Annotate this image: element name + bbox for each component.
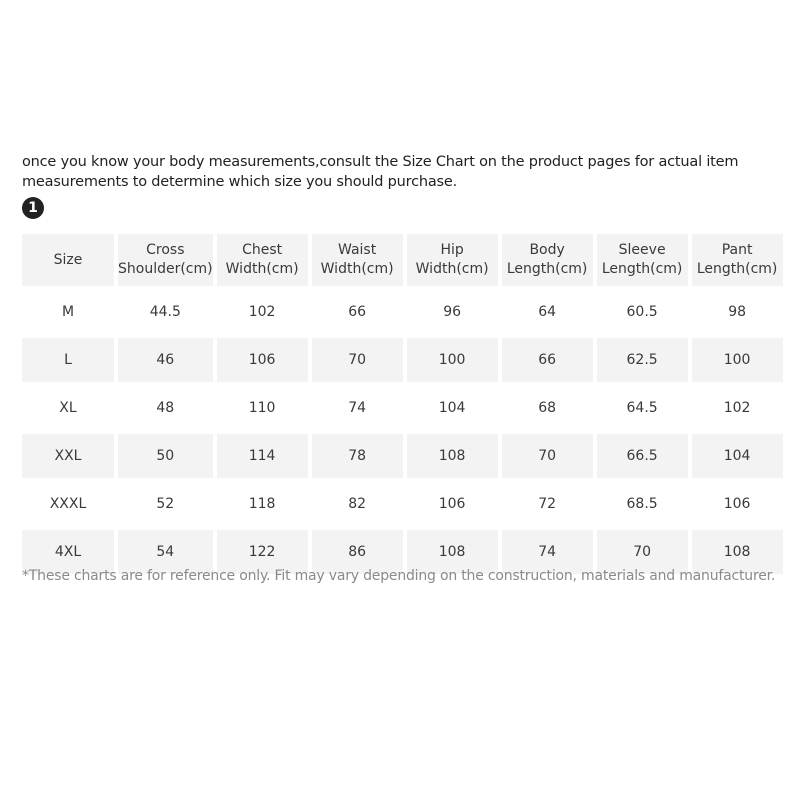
table-cell: 70 [502, 434, 593, 478]
table-cell: 106 [692, 482, 783, 526]
table-cell: 44.5 [118, 290, 213, 334]
table-cell: 82 [312, 482, 403, 526]
table-cell: 104 [407, 386, 498, 430]
size-cell: XXXL [22, 482, 114, 526]
table-cell: 50 [118, 434, 213, 478]
size-cell: XXL [22, 434, 114, 478]
table-cell: 106 [217, 338, 308, 382]
table-cell: 122 [217, 530, 308, 574]
table-cell: 100 [692, 338, 783, 382]
table-cell: 68 [502, 386, 593, 430]
intro-line-1: once you know your body measurements,consult the Size Chart on the product pages for actual item [22, 154, 739, 170]
table-cell: 46 [118, 338, 213, 382]
table-cell: 54 [118, 530, 213, 574]
table-cell: 102 [692, 386, 783, 430]
step-number-badge: 1 [22, 197, 44, 219]
header-size: Size [22, 234, 114, 286]
header-waist-width: Waist Width(cm) [312, 234, 403, 286]
table-cell: 64.5 [597, 386, 688, 430]
table-row [22, 434, 783, 478]
table-cell: 70 [597, 530, 688, 574]
header-hip-width: Hip Width(cm) [407, 234, 498, 286]
table-row [22, 386, 783, 430]
table-cell: 70 [312, 338, 403, 382]
table-cell: 74 [312, 386, 403, 430]
table-cell: 86 [312, 530, 403, 574]
table-header-row [22, 234, 783, 286]
header-body-length: Body Length(cm) [502, 234, 593, 286]
table-cell: 98 [692, 290, 783, 334]
table-cell: 66 [312, 290, 403, 334]
table-cell: 48 [118, 386, 213, 430]
table-row [22, 290, 783, 334]
table-cell: 78 [312, 434, 403, 478]
table-cell: 104 [692, 434, 783, 478]
size-cell: 4XL [22, 530, 114, 574]
size-cell: XL [22, 386, 114, 430]
intro-line-2: measurements to determine which size you should purchase. [22, 174, 458, 190]
disclaimer-footnote: *These charts are for reference only. Fit may vary depending on the construction, materials and manufacturer. [22, 568, 776, 584]
table-cell: 64 [502, 290, 593, 334]
table-cell: 60.5 [597, 290, 688, 334]
size-cell: M [22, 290, 114, 334]
table-cell: 100 [407, 338, 498, 382]
size-cell: L [22, 338, 114, 382]
table-cell: 102 [217, 290, 308, 334]
header-chest-width: Chest Width(cm) [217, 234, 308, 286]
table-cell: 72 [502, 482, 593, 526]
table-cell: 108 [407, 530, 498, 574]
intro-text [22, 152, 792, 192]
table-row [22, 482, 783, 526]
table-cell: 74 [502, 530, 593, 574]
header-cross-shoulder: Cross Shoulder(cm) [118, 234, 213, 286]
table-cell: 108 [407, 434, 498, 478]
size-chart-table [18, 230, 787, 578]
header-sleeve-length: Sleeve Length(cm) [597, 234, 688, 286]
table-row [22, 338, 783, 382]
header-pant-length: Pant Length(cm) [692, 234, 783, 286]
table-cell: 110 [217, 386, 308, 430]
table-cell: 66.5 [597, 434, 688, 478]
table-cell: 106 [407, 482, 498, 526]
table-cell: 118 [217, 482, 308, 526]
table-cell: 108 [692, 530, 783, 574]
table-cell: 52 [118, 482, 213, 526]
table-cell: 62.5 [597, 338, 688, 382]
table-cell: 114 [217, 434, 308, 478]
table-cell: 68.5 [597, 482, 688, 526]
table-cell: 96 [407, 290, 498, 334]
table-cell: 66 [502, 338, 593, 382]
